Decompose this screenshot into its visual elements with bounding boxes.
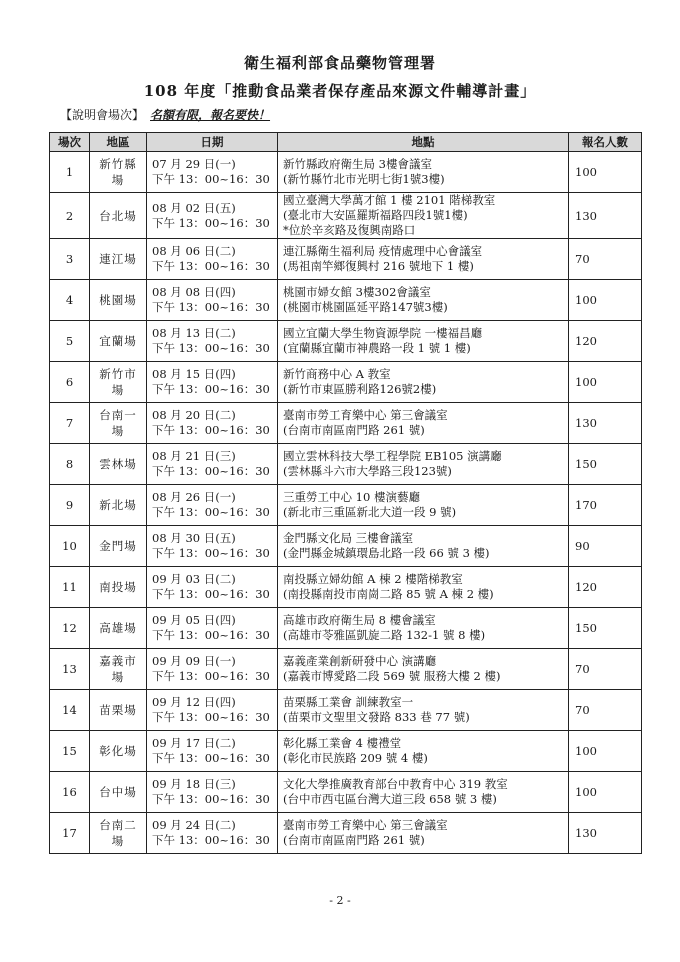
session-date: 09 月 09 日(一) xyxy=(152,654,236,668)
session-date: 09 月 24 日(二) xyxy=(152,818,236,832)
session-time: 下午 13：00~16：30 xyxy=(152,710,270,724)
session-datetime xyxy=(147,526,278,567)
session-date: 09 月 12 日(四) xyxy=(152,695,236,709)
session-date: 08 月 02 日(五) xyxy=(152,200,236,215)
session-datetime xyxy=(147,690,278,731)
session-venue xyxy=(278,362,569,403)
venue-address: (新竹縣竹北市光明七街1號3樓) xyxy=(283,172,445,186)
venue-name: 三重勞工中心 10 樓演藝廳 xyxy=(283,490,420,504)
session-venue xyxy=(278,526,569,567)
venue-address: (馬祖南竿鄉復興村 216 號地下 1 樓) xyxy=(283,259,474,273)
session-number: 10 xyxy=(50,526,90,567)
session-venue xyxy=(278,649,569,690)
table-header-row xyxy=(50,133,642,152)
session-number: 14 xyxy=(50,690,90,731)
session-number: 16 xyxy=(50,772,90,813)
table-row xyxy=(50,813,642,854)
venue-name: 臺南市勞工育樂中心 第三會議室 xyxy=(283,818,448,832)
session-date: 08 月 30 日(五) xyxy=(152,531,236,545)
session-time: 下午 13：00~16：30 xyxy=(152,587,270,601)
session-number: 12 xyxy=(50,608,90,649)
venue-address: (台中市西屯區台灣大道三段 658 號 3 樓) xyxy=(283,792,497,806)
session-datetime xyxy=(147,772,278,813)
session-area: 台南二場 xyxy=(90,813,147,854)
table-row xyxy=(50,690,642,731)
session-capacity: 100 xyxy=(569,280,642,321)
venue-name: 金門縣文化局 三樓會議室 xyxy=(283,531,414,545)
table-row xyxy=(50,772,642,813)
venue-name: 桃園市婦女館 3樓302會議室 xyxy=(283,285,431,299)
venue-address: (台南市南區南門路 261 號) xyxy=(283,423,425,437)
session-time: 下午 13：00~16：30 xyxy=(152,341,270,355)
session-area: 台南一場 xyxy=(90,403,147,444)
venue-address: (新竹市東區勝利路126號2樓) xyxy=(283,382,437,396)
table-row xyxy=(50,731,642,772)
header-area: 地區 xyxy=(90,133,147,152)
session-area: 南投場 xyxy=(90,567,147,608)
venue-name: 嘉義產業創新研發中心 演講廳 xyxy=(283,654,437,668)
venue-address: (金門縣金城鎮環島北路一段 66 號 3 樓) xyxy=(283,546,490,560)
venue-name: 苗栗縣工業會 訓練教室一 xyxy=(283,695,414,709)
venue-name: 臺南市勞工育樂中心 第三會議室 xyxy=(283,408,448,422)
venue-address: (高雄市苓雅區凱旋二路 132-1 號 8 樓) xyxy=(283,628,486,642)
session-capacity: 90 xyxy=(569,526,642,567)
session-capacity: 130 xyxy=(569,813,642,854)
venue-name: 高雄市政府衛生局 8 樓會議室 xyxy=(283,613,436,627)
session-number: 7 xyxy=(50,403,90,444)
venue-name: 新竹縣政府衛生局 3樓會議室 xyxy=(283,157,432,171)
session-time: 下午 13：00~16：30 xyxy=(152,792,270,806)
session-time: 下午 13：00~16：30 xyxy=(152,505,270,519)
venue-name: 連江縣衛生福利局 疫情處理中心會議室 xyxy=(283,244,483,258)
venue-name: 國立臺灣大學萬才館 1 樓 2101 階梯教室 xyxy=(283,193,496,207)
session-venue xyxy=(278,731,569,772)
session-time: 下午 13：00~16：30 xyxy=(152,669,270,683)
venue-name: 新竹商務中心 A 教室 xyxy=(283,367,391,381)
session-area: 雲林場 xyxy=(90,444,147,485)
session-venue xyxy=(278,485,569,526)
header-date: 日期 xyxy=(147,133,278,152)
session-capacity: 150 xyxy=(569,444,642,485)
session-area: 彰化場 xyxy=(90,731,147,772)
session-datetime xyxy=(147,239,278,280)
session-time: 下午 13：00~16：30 xyxy=(152,464,270,478)
session-time: 下午 13：00~16：30 xyxy=(152,546,270,560)
table-row xyxy=(50,649,642,690)
session-area: 宜蘭場 xyxy=(90,321,147,362)
session-time: 下午 13：00~16：30 xyxy=(152,382,270,396)
session-area: 台中場 xyxy=(90,772,147,813)
session-area: 台北場 xyxy=(90,193,147,239)
session-capacity: 130 xyxy=(569,403,642,444)
session-area: 苗栗場 xyxy=(90,690,147,731)
table-row xyxy=(50,193,642,239)
session-date: 08 月 15 日(四) xyxy=(152,367,236,381)
session-date: 08 月 06 日(二) xyxy=(152,244,236,258)
page-number: - 2 - xyxy=(329,894,351,907)
venue-address: (宜蘭縣宜蘭市神農路一段 1 號 1 樓) xyxy=(283,341,471,355)
venue-address: (台南市南區南門路 261 號) xyxy=(283,833,425,847)
session-capacity: 70 xyxy=(569,690,642,731)
session-number: 3 xyxy=(50,239,90,280)
session-number: 4 xyxy=(50,280,90,321)
notice-highlight: 名額有限，報名要快！ xyxy=(150,108,271,122)
venue-address: (雲林縣斗六市大學路三段123號) xyxy=(283,464,452,478)
session-capacity: 120 xyxy=(569,321,642,362)
session-venue xyxy=(278,239,569,280)
table-row xyxy=(50,444,642,485)
session-venue xyxy=(278,813,569,854)
session-area: 高雄場 xyxy=(90,608,147,649)
session-venue xyxy=(278,567,569,608)
session-area: 桃園場 xyxy=(90,280,147,321)
session-venue xyxy=(278,280,569,321)
header-count: 報名人數 xyxy=(569,133,642,152)
venue-address: (新北市三重區新北大道一段 9 號) xyxy=(283,505,457,519)
notice xyxy=(60,106,270,123)
session-capacity: 170 xyxy=(569,485,642,526)
table-row xyxy=(50,485,642,526)
session-venue xyxy=(278,321,569,362)
session-datetime xyxy=(147,444,278,485)
session-number: 9 xyxy=(50,485,90,526)
session-datetime xyxy=(147,362,278,403)
session-time: 下午 13：00~16：30 xyxy=(152,259,270,273)
table-row xyxy=(50,239,642,280)
notice-label: 【說明會場次】 xyxy=(60,108,145,122)
session-date: 07 月 29 日(一) xyxy=(152,157,236,171)
venue-address: (苗栗市文聖里文發路 833 巷 77 號) xyxy=(283,710,470,724)
session-capacity: 130 xyxy=(569,193,642,239)
session-capacity: 120 xyxy=(569,567,642,608)
session-capacity: 100 xyxy=(569,362,642,403)
session-datetime xyxy=(147,321,278,362)
session-date: 08 月 13 日(二) xyxy=(152,326,236,340)
session-datetime xyxy=(147,649,278,690)
table-row xyxy=(50,152,642,193)
session-number: 5 xyxy=(50,321,90,362)
session-time: 下午 13：00~16：30 xyxy=(152,423,270,437)
session-datetime xyxy=(147,280,278,321)
session-datetime xyxy=(147,567,278,608)
session-area: 新竹縣場 xyxy=(90,152,147,193)
session-date: 09 月 17 日(二) xyxy=(152,736,236,750)
session-time: 下午 13：00~16：30 xyxy=(152,833,270,847)
venue-name: 文化大學推廣教育部台中教育中心 319 教室 xyxy=(283,777,508,791)
table-row xyxy=(50,280,642,321)
session-number: 13 xyxy=(50,649,90,690)
session-capacity: 70 xyxy=(569,239,642,280)
session-area: 新竹市場 xyxy=(90,362,147,403)
venue-name: 國立雲林科技大學工程學院 EB105 演講廳 xyxy=(283,449,502,463)
session-capacity: 100 xyxy=(569,772,642,813)
session-capacity: 150 xyxy=(569,608,642,649)
table-row xyxy=(50,608,642,649)
session-time: 下午 13：00~16：30 xyxy=(152,215,270,230)
session-table xyxy=(49,132,642,854)
session-number: 6 xyxy=(50,362,90,403)
session-number: 1 xyxy=(50,152,90,193)
table-row xyxy=(50,362,642,403)
session-date: 08 月 20 日(二) xyxy=(152,408,236,422)
venue-name: 南投縣立婦幼館 A 棟 2 樓階梯教室 xyxy=(283,572,463,586)
session-area: 連江場 xyxy=(90,239,147,280)
session-venue xyxy=(278,152,569,193)
session-number: 2 xyxy=(50,193,90,239)
venue-name: 國立宜蘭大學生物資源學院 一樓福昌廳 xyxy=(283,326,483,340)
session-datetime xyxy=(147,403,278,444)
session-number: 17 xyxy=(50,813,90,854)
header-venue: 地點 xyxy=(278,133,569,152)
table-body xyxy=(50,152,642,854)
document-title: 衛生福利部食品藥物管理署 xyxy=(243,54,436,72)
session-date: 08 月 26 日(一) xyxy=(152,490,236,504)
venue-note: *位於辛亥路及復興南路口 xyxy=(283,223,416,237)
table-row xyxy=(50,526,642,567)
venue-address: (嘉義市博愛路二段 569 號 服務大樓 2 樓) xyxy=(283,669,501,683)
venue-name: 彰化縣工業會 4 樓禮堂 xyxy=(283,736,402,750)
session-datetime xyxy=(147,485,278,526)
session-venue xyxy=(278,608,569,649)
session-date: 08 月 08 日(四) xyxy=(152,285,236,299)
session-venue xyxy=(278,193,569,239)
session-date: 09 月 18 日(三) xyxy=(152,777,236,791)
session-venue xyxy=(278,772,569,813)
table-row xyxy=(50,567,642,608)
session-time: 下午 13：00~16：30 xyxy=(152,751,270,765)
session-datetime xyxy=(147,152,278,193)
session-venue xyxy=(278,444,569,485)
session-datetime xyxy=(147,193,278,239)
session-datetime xyxy=(147,608,278,649)
venue-address: (臺北市大安區羅斯福路四段1號1樓) xyxy=(283,208,468,222)
session-number: 11 xyxy=(50,567,90,608)
session-date: 09 月 05 日(四) xyxy=(152,613,236,627)
table-row xyxy=(50,403,642,444)
session-area: 金門場 xyxy=(90,526,147,567)
session-area: 新北場 xyxy=(90,485,147,526)
session-number: 8 xyxy=(50,444,90,485)
session-time: 下午 13：00~16：30 xyxy=(152,300,270,314)
session-venue xyxy=(278,403,569,444)
session-time: 下午 13：00~16：30 xyxy=(152,172,270,186)
session-number: 15 xyxy=(50,731,90,772)
venue-address: (南投縣南投市南崗二路 85 號 A 棟 2 樓) xyxy=(283,587,494,601)
session-venue xyxy=(278,690,569,731)
header-session: 場次 xyxy=(50,133,90,152)
table-row xyxy=(50,321,642,362)
session-capacity: 100 xyxy=(569,152,642,193)
session-datetime xyxy=(147,731,278,772)
session-time: 下午 13：00~16：30 xyxy=(152,628,270,642)
session-datetime xyxy=(147,813,278,854)
venue-address: (彰化市民族路 209 號 4 樓) xyxy=(283,751,428,765)
document-subtitle: 108 年度「推動食品業者保存產品來源文件輔導計畫」 xyxy=(143,82,537,100)
session-capacity: 100 xyxy=(569,731,642,772)
venue-address: (桃園市桃園區延平路147號3樓) xyxy=(283,300,448,314)
session-date: 09 月 03 日(二) xyxy=(152,572,236,586)
session-date: 08 月 21 日(三) xyxy=(152,449,236,463)
session-area: 嘉義市場 xyxy=(90,649,147,690)
session-capacity: 70 xyxy=(569,649,642,690)
